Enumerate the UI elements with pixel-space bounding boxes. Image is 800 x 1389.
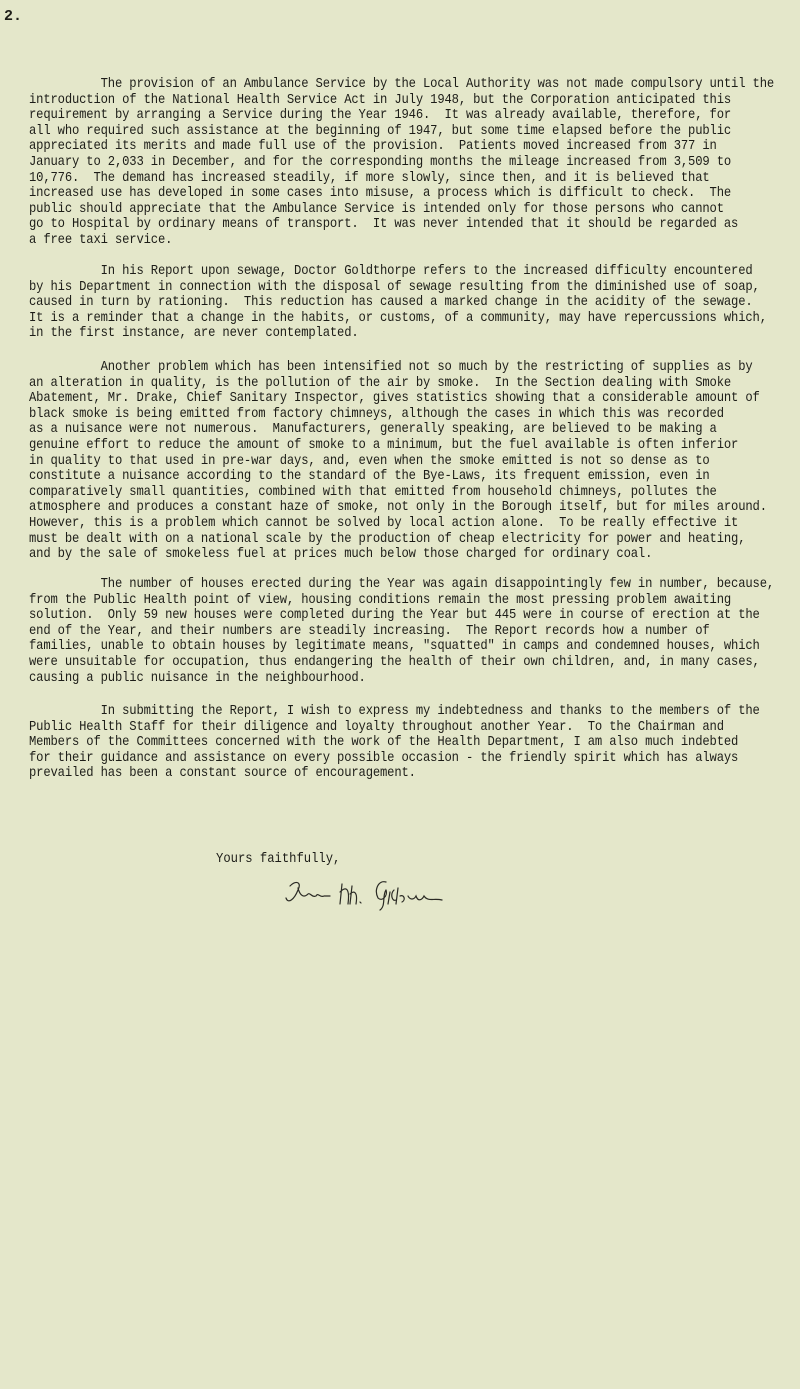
text-line: public should appreciate that the Ambulance Service is intended only for those persons who cannot [29,200,724,217]
text-line: 10,776. The demand has increased steadily, if more slowly, since then, and it is believed that [29,169,710,186]
paragraph [29,360,789,563]
text-line: were unsuitable for occupation, thus endangering the health of their own children, and, in many cases, [29,654,760,670]
text-line: solution. Only 59 new houses were completed during the Year but 445 were in course of erection at the [29,607,760,623]
text-line: In submitting the Report, I wish to express my indebtedness and thanks to the members of the [29,703,760,719]
text-line: all who required such assistance at the beginning of 1947, but some time elapsed before the public [29,123,732,139]
text-line: In his Report upon sewage, Doctor Goldthorpe refers to the increased difficulty encountered [29,263,753,279]
text-line: requirement by arranging a Service during the Year 1946. It was already available, therefore, for [29,107,732,123]
text-line: January to 2,033 in December, and for the corresponding months the mileage increased from 3,509 to [29,154,732,170]
text-line: and by the sale of smokeless fuel at prices much below those charged for ordinary coal. [29,546,653,562]
text-line: However, this is a problem which cannot be solved by local action alone. To be really effective it [29,515,739,531]
text-line: appreciated its merits and made full use of the provision. Patients moved increased from 377 in [29,138,717,154]
text-line: The number of houses erected during the Year was again disappointingly few in number, because, [29,576,775,592]
text-line: atmosphere and produces a constant haze of smoke, not only in the Borough itself, but for miles around. [29,499,767,515]
paragraph [29,264,789,342]
text-line: as a nuisance were not numerous. Manufacturers, generally speaking, are believed to be making a [29,421,717,437]
text-line: It is a reminder that a change in the habits, or customs, of a community, may have repercussions which, [29,310,767,326]
text-line: go to Hospital by ordinary means of transport. It was never intended that it should be regarded as [29,216,739,232]
paragraph [29,704,789,782]
closing-salutation: Yours faithfully, [216,851,341,867]
text-line: a free taxi service. [29,232,173,248]
text-line: increased use has developed in some cases into misuse, a process which is difficult to check. The [29,185,732,201]
text-line: Abatement, Mr. Drake, Chief Sanitary Inspector, gives statistics showing that a considerable amount of [29,390,760,406]
text-line: The provision of an Ambulance Service by the Local Authority was not made compulsory until the [29,76,775,92]
text-line: in the first instance, are never contemplated. [29,325,359,341]
text-line: by his Department in connection with the disposal of sewage resulting from the diminished use of soap, [29,278,760,295]
text-line: in quality to that used in pre-war days, and, even when the smoke emitted is not so dense as to [29,452,710,469]
text-line: prevailed has been a constant source of encouragement. [29,765,416,781]
text-line: Another problem which has been intensified not so much by the restricting of supplies as by [29,359,753,375]
text-line: comparatively small quantities, combined with that emitted from household chimneys, pollutes the [29,483,717,500]
text-line: genuine effort to reduce the amount of smoke to a minimum, but the fuel available is often inferior [29,437,739,453]
text-line: must be dealt with on a national scale by the production of cheap electricity for power and heating, [29,530,746,547]
text-line: for their guidance and assistance on every possible occasion - the friendly spirit which has always [29,750,739,766]
text-line: Public Health Staff for their diligence and loyalty throughout another Year. To the Chairman and [29,718,724,735]
handwritten-signature [282,876,542,921]
text-line: end of the Year, and their numbers are steadily increasing. The Report records how a number of [29,623,710,639]
text-line: from the Public Health point of view, housing conditions remain the most pressing problem awaiting [29,591,732,608]
paragraph [29,577,789,686]
text-line: black smoke is being emitted from factory chimneys, although the cases in which this was recorded [29,406,724,422]
text-line: causing a public nuisance in the neighbourhood. [29,669,366,686]
text-line: caused in turn by rationing. This reduction has caused a marked change in the acidity of the sewage. [29,294,753,310]
page-number: 2. [4,8,23,25]
paragraph [29,77,789,249]
text-line: an alteration in quality, is the pollution of the air by smoke. In the Section dealing with Smoke [29,374,732,391]
text-line: Members of the Committees concerned with the work of the Health Department, I am also much indebted [29,734,739,750]
text-line: families, unable to obtain houses by legitimate means, "squatted" in camps and condemned houses, which [29,638,760,654]
text-line: introduction of the National Health Service Act in July 1948, but the Corporation anticipated this [29,91,732,108]
text-line: constitute a nuisance according to the standard of the Bye-Laws, its frequent emission, even in [29,468,710,484]
